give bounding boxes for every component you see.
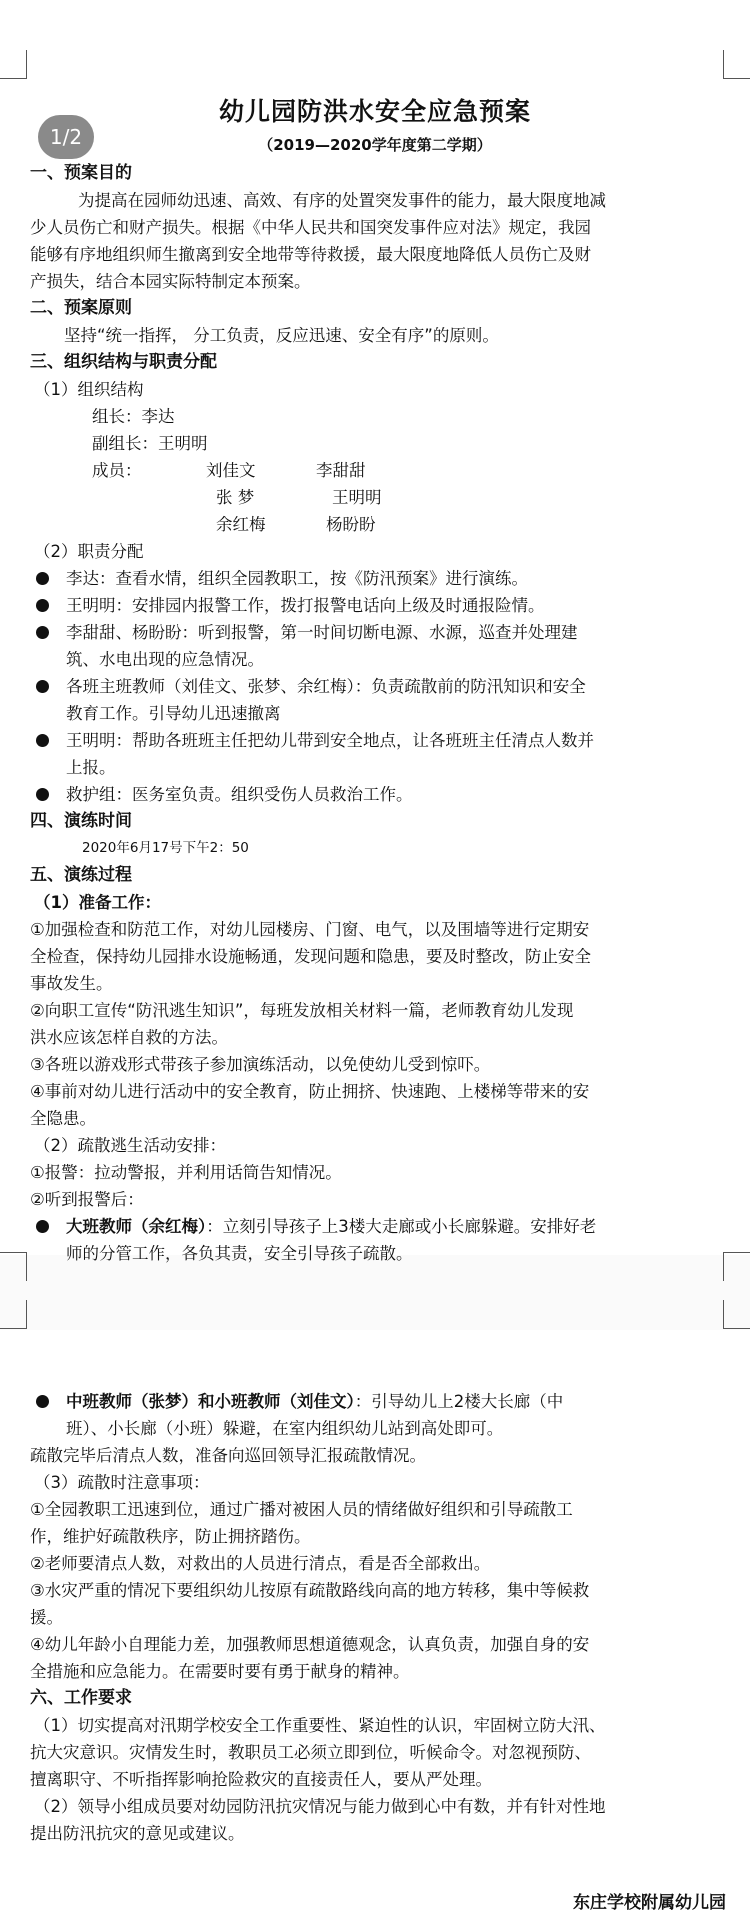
paragraph-line: 援。: [30, 1608, 63, 1627]
member-name: 李甜甜: [316, 461, 366, 480]
leader-line: 组长：李达: [92, 407, 175, 426]
paragraph-line: 抗大灾意识。灾情发生时，教职员工必须立即到位，听候命令。对忽视预防、: [30, 1743, 591, 1762]
duty-item: 救护组：医务室负责。组织受伤人员救治工作。: [30, 781, 720, 808]
section-heading: 二、预案原则: [30, 298, 132, 318]
bullet-icon: [36, 599, 49, 612]
paragraph-line: 疏散完毕后清点人数，准备向巡回领导汇报疏散情况。: [30, 1446, 426, 1465]
paragraph-line: ④幼儿年龄小自理能力差，加强教师思想道德观念，认真负责，加强自身的安: [30, 1635, 590, 1654]
paragraph-line: 作，维护好疏散秩序，防止拥挤踏伤。: [30, 1527, 311, 1546]
organization-signature: 东庄学校附属幼儿园: [573, 1893, 726, 1913]
bullet-icon: [36, 734, 49, 747]
section-heading: 四、演练时间: [30, 811, 132, 831]
paragraph-line: （1）切实提高对汛期学校安全工作重要性、紧迫性的认识，牢固树立防大汛、: [34, 1716, 606, 1735]
subsection-heading: （2）职责分配: [34, 542, 144, 561]
evacuation-item: 中班教师（张梦）和小班教师（刘佳文）：引导幼儿上2楼大长廊（中 班）、小长廊（小班）躲避，在室内组织幼儿站到高处即可。: [30, 1388, 720, 1442]
deputy-leader-line: 副组长：王明明: [92, 434, 208, 453]
crop-mark: [0, 1300, 27, 1329]
paragraph-line: 能够有序地组织师生撤离到安全地带等待救援，最大限度地降低人员伤亡及财: [30, 245, 591, 264]
crop-mark: [723, 50, 750, 79]
bullet-icon: [36, 1395, 49, 1408]
paragraph-line: ②听到报警后：: [30, 1190, 144, 1209]
drill-time: 2020年6月17号下午2：50: [82, 840, 249, 856]
bullet-icon: [36, 788, 49, 801]
subsection-heading: （2）疏散逃生活动安排：: [34, 1136, 226, 1155]
section-heading: 一、预案目的: [30, 163, 132, 183]
document-subtitle: （2019—2020学年度第二学期）: [258, 136, 492, 154]
member-name: 刘佳文: [206, 461, 256, 480]
paragraph-line: 擅离职守、不听指挥影响抢险救灾的直接责任人，要从严处理。: [30, 1770, 492, 1789]
paragraph-line: ①加强检查和防范工作，对幼儿园楼房、门窗、电气，以及围墙等进行定期安: [30, 920, 590, 939]
paragraph-line: 坚持“统一指挥， 分工负责，反应迅速、安全有序”的原则。: [64, 326, 499, 345]
duty-item: 各班主班教师（刘佳文、张梦、余红梅）：负责疏散前的防汛知识和安全 教育工作。引导幼儿迅速撤离: [30, 673, 720, 727]
paragraph-line: ③各班以游戏形式带孩子参加演练活动，以免使幼儿受到惊吓。: [30, 1055, 491, 1074]
paragraph-line: 洪水应该怎样自救的方法。: [30, 1028, 228, 1047]
page-indicator-badge: 1/2: [38, 115, 94, 159]
paragraph-line: ③水灾严重的情况下要组织幼儿按原有疏散路线向高的地方转移，集中等候救: [30, 1581, 590, 1600]
members-row: [30, 511, 720, 538]
section-heading: 三、组织结构与职责分配: [30, 352, 217, 372]
subsection-heading: （1）组织结构: [34, 380, 144, 399]
paragraph-line: 全措施和应急能力。在需要时要有勇于献身的精神。: [30, 1662, 410, 1681]
bullet-icon: [36, 1220, 49, 1233]
member-name: 余红梅: [216, 515, 266, 534]
bullet-icon: [36, 626, 49, 639]
members-row: [30, 457, 720, 484]
member-name: 张 梦: [216, 488, 255, 507]
duty-item: 李甜甜、杨盼盼：听到报警，第一时间切断电源、水源，巡查并处理建 筑、水电出现的应急情况。: [30, 619, 720, 673]
crop-mark: [0, 50, 27, 79]
paragraph-line: 全检查，保持幼儿园排水设施畅通，发现问题和隐患，要及时整改，防止安全: [30, 947, 591, 966]
evacuation-item: 大班教师（余红梅）：立刻引导孩子上3楼大走廊或小长廊躲避。安排好老 师的分管工作，各负其责，安全引导孩子疏散。: [30, 1213, 720, 1267]
duty-item: 王明明：安排园内报警工作，拨打报警电话向上级及时通报险情。: [30, 592, 720, 619]
crop-mark: [0, 1252, 27, 1281]
paragraph-line: ②向职工宣传“防汛逃生知识”，每班发放相关材料一篇，老师教育幼儿发现: [30, 1001, 574, 1020]
paragraph-line: 少人员伤亡和财产损失。根据《中华人民共和国突发事件应对法》规定，我园: [30, 218, 591, 237]
paragraph-line: ①报警：拉动警报，并利用话筒告知情况。: [30, 1163, 342, 1182]
duty-item: 王明明：帮助各班班主任把幼儿带到安全地点，让各班班主任清点人数并 上报。: [30, 727, 720, 781]
bullet-icon: [36, 680, 49, 693]
paragraph-line: ②老师要清点人数，对救出的人员进行清点，看是否全部救出。: [30, 1554, 491, 1573]
bullet-icon: [36, 572, 49, 585]
paragraph-line: 提出防汛抗灾的意见或建议。: [30, 1824, 245, 1843]
paragraph-line: 产损失，结合本园实际特制定本预案。: [30, 272, 311, 291]
member-name: 杨盼盼: [326, 515, 376, 534]
paragraph-line: ①全园教职工迅速到位，通过广播对被困人员的情绪做好组织和引导疏散工: [30, 1500, 573, 1519]
members-row: [30, 484, 720, 511]
subsection-heading: （3）疏散时注意事项：: [34, 1473, 210, 1492]
document-body-page2: [30, 1388, 720, 1847]
section-heading: 五、演练过程: [30, 865, 132, 885]
paragraph-line: 为提高在园师幼迅速、高效、有序的处置突发事件的能力，最大限度地减: [78, 191, 606, 210]
duty-item: 李达：查看水情，组织全园教职工，按《防汛预案》进行演练。: [30, 565, 720, 592]
paragraph-line: 事故发生。: [30, 974, 113, 993]
crop-mark: [723, 1300, 750, 1329]
paragraph-line: 全隐患。: [30, 1109, 96, 1128]
paragraph-line: ④事前对幼儿进行活动中的安全教育，防止拥挤、快速跑、上楼梯等带来的安: [30, 1082, 590, 1101]
paragraph-line: （2）领导小组成员要对幼园防汛抗灾情况与能力做到心中有数，并有针对性地: [34, 1797, 606, 1816]
document-body-page1: [30, 160, 720, 1267]
subsection-heading: （1）准备工作：: [34, 893, 161, 912]
member-name: 王明明: [332, 488, 382, 507]
document-title: 幼儿园防洪水安全应急预案: [218, 97, 531, 126]
crop-mark: [723, 1252, 750, 1281]
members-label: 成员：: [92, 461, 142, 480]
section-heading: 六、工作要求: [30, 1688, 132, 1708]
